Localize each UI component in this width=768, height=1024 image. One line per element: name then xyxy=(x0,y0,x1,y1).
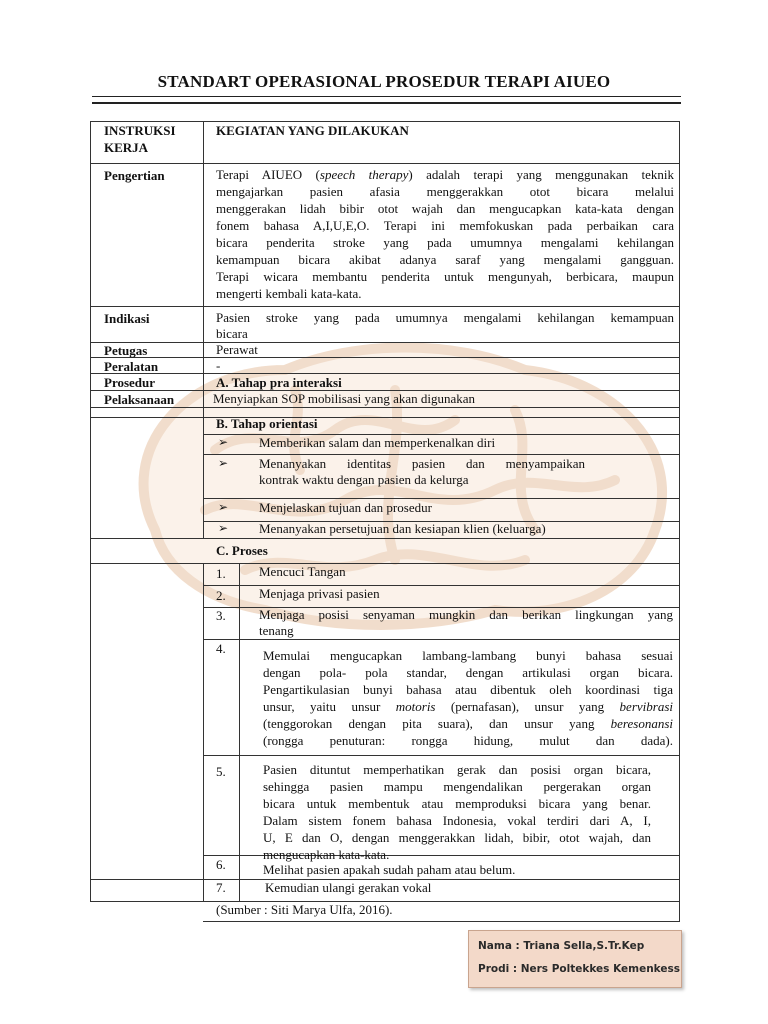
step-number: 4. xyxy=(216,641,226,656)
orientasi-item: Memberikan salam dan memperkenalkan diri xyxy=(259,435,496,450)
step-text: Kemudian ulangi gerakan vokal xyxy=(265,880,432,895)
label-petugas: Petugas xyxy=(104,343,148,358)
prosedur-value: A. Tahap pra interaksi xyxy=(216,375,342,390)
step-number: 6. xyxy=(216,857,226,872)
petugas-value: Perawat xyxy=(216,342,258,357)
indikasi-line: Pasien stroke yang pada umumnya mengalami kehilangan kemampuan xyxy=(216,310,674,325)
step-number: 2. xyxy=(216,588,226,603)
step-text: Menjaga privasi pasien xyxy=(259,586,380,601)
title-divider-thick xyxy=(92,102,681,104)
step-text: dengan pola- pola standar, dengan artikulasi organ bicara. xyxy=(263,665,673,680)
step-text: Pasien dituntut memperhatikan gerak dan posisi organ bicara, xyxy=(263,762,651,777)
orientasi-item: kontrak waktu dengan pasien da kelurga xyxy=(259,472,469,487)
step-text: Menjaga posisi senyaman mungkin dan berikan lingkungan yang xyxy=(259,607,673,622)
step-number: 7. xyxy=(216,880,226,895)
indikasi-line: bicara xyxy=(216,326,248,341)
pengertian-line: kemampuan bicara akibat adanya saraf yang mengalami gangguan. xyxy=(216,252,674,267)
pengertian-line: fonem bahasa A,I,U,E,O. Terapi ini memfokuskan pada perbaikan cara xyxy=(216,218,674,233)
step-number: 1. xyxy=(216,566,226,581)
bullet-icon: ➢ xyxy=(218,435,229,449)
orientasi-heading: B. Tahap orientasi xyxy=(216,416,318,431)
orientasi-item: Menanyakan identitas pasien dan menyampaikan xyxy=(259,456,585,471)
label-pengertian: Pengertian xyxy=(104,168,165,183)
label-indikasi: Indikasi xyxy=(104,311,150,326)
step-text: Memulai mengucapkan lambang-lambang bunyi bahasa sesuai xyxy=(263,648,673,663)
step-number: 5. xyxy=(216,764,226,779)
step-text: (rongga penuturan: rongga hidung, mulut dan dada). xyxy=(263,733,673,748)
header-col1-line2: KERJA xyxy=(104,140,149,155)
step-text: (tenggorokan dengan pita suara), dan unsur yang beresonansi xyxy=(263,716,673,731)
label-prosedur: Prosedur xyxy=(104,375,156,390)
step-text: Melihat pasien apakah sudah paham atau belum. xyxy=(263,862,516,877)
orientasi-item: Menanyakan persetujuan dan kesiapan klien (keluarga) xyxy=(259,521,546,536)
author-box xyxy=(468,930,682,988)
pengertian-line: mengajarkan pasien afasia menggerakkan otot bicara melalui xyxy=(216,184,674,199)
title-divider xyxy=(92,96,681,97)
header-col2: KEGIATAN YANG DILAKUKAN xyxy=(216,123,409,138)
step-text: U, E dan O, dengan menggerakkan lidah, bibir, otot wajah, dan xyxy=(263,830,651,845)
header-col1-line1: INSTRUKSI xyxy=(104,123,176,138)
source-citation: (Sumber : Siti Marya Ulfa, 2016). xyxy=(216,902,393,917)
proses-heading: C. Proses xyxy=(216,543,268,558)
bullet-icon: ➢ xyxy=(218,521,229,535)
pengertian-line: menggerakan lidah bibir otot wajah dan mengucapkan kata-kata dengan xyxy=(216,201,674,216)
label-pelaksanaan: Pelaksanaan xyxy=(104,392,175,407)
pengertian-line: mengerti kembali kata-kata. xyxy=(216,286,362,301)
step-text: bicara untuk membentuk atau memproduksi bicara yang benar. xyxy=(263,796,651,811)
pengertian-line: bicara penderita stroke yang pada umumnya mengalami kehilangan xyxy=(216,235,674,250)
author-name: Nama : Triana Sella,S.Tr.Kep xyxy=(478,940,645,952)
orientasi-item: Menjelaskan tujuan dan prosedur xyxy=(259,500,432,515)
step-text: unsur, yaitu unsur motoris (pernafasan), unsur yang bervibrasi xyxy=(263,699,673,714)
step-text: mengucapkan kata-kata. xyxy=(263,847,390,862)
step-number: 3. xyxy=(216,608,226,623)
peralatan-value: - xyxy=(216,358,221,373)
pengertian-line: Terapi AIUEO (speech therapy) adalah terapi yang menggunakan teknik xyxy=(216,167,674,182)
pengertian-line: Terapi wicara membantu penderita untuk mengunyah, berbicara, maupun xyxy=(216,269,674,284)
page-title: STANDART OPERASIONAL PROSEDUR TERAPI AIUEO xyxy=(157,72,611,91)
pelaksanaan-value: Menyiapkan SOP mobilisasi yang akan digunakan xyxy=(213,391,476,406)
step-text: Mencuci Tangan xyxy=(259,564,346,579)
step-text: Dalam sistem fonem bahasa Indonesia, vokal terdiri dari A, I, xyxy=(263,813,651,828)
bullet-icon: ➢ xyxy=(218,456,229,470)
step-text: Pengartikulasian bunyi bahasa atau dibentuk oleh koordinasi tiga xyxy=(263,682,673,697)
step-text: tenang xyxy=(259,623,294,638)
label-peralatan: Peralatan xyxy=(104,359,159,374)
author-prodi: Prodi : Ners Poltekkes Kemenkess xyxy=(478,963,680,975)
step-text: sehingga pasien mampu mengendalikan pergerakan organ xyxy=(263,779,651,794)
bullet-icon: ➢ xyxy=(218,500,229,514)
